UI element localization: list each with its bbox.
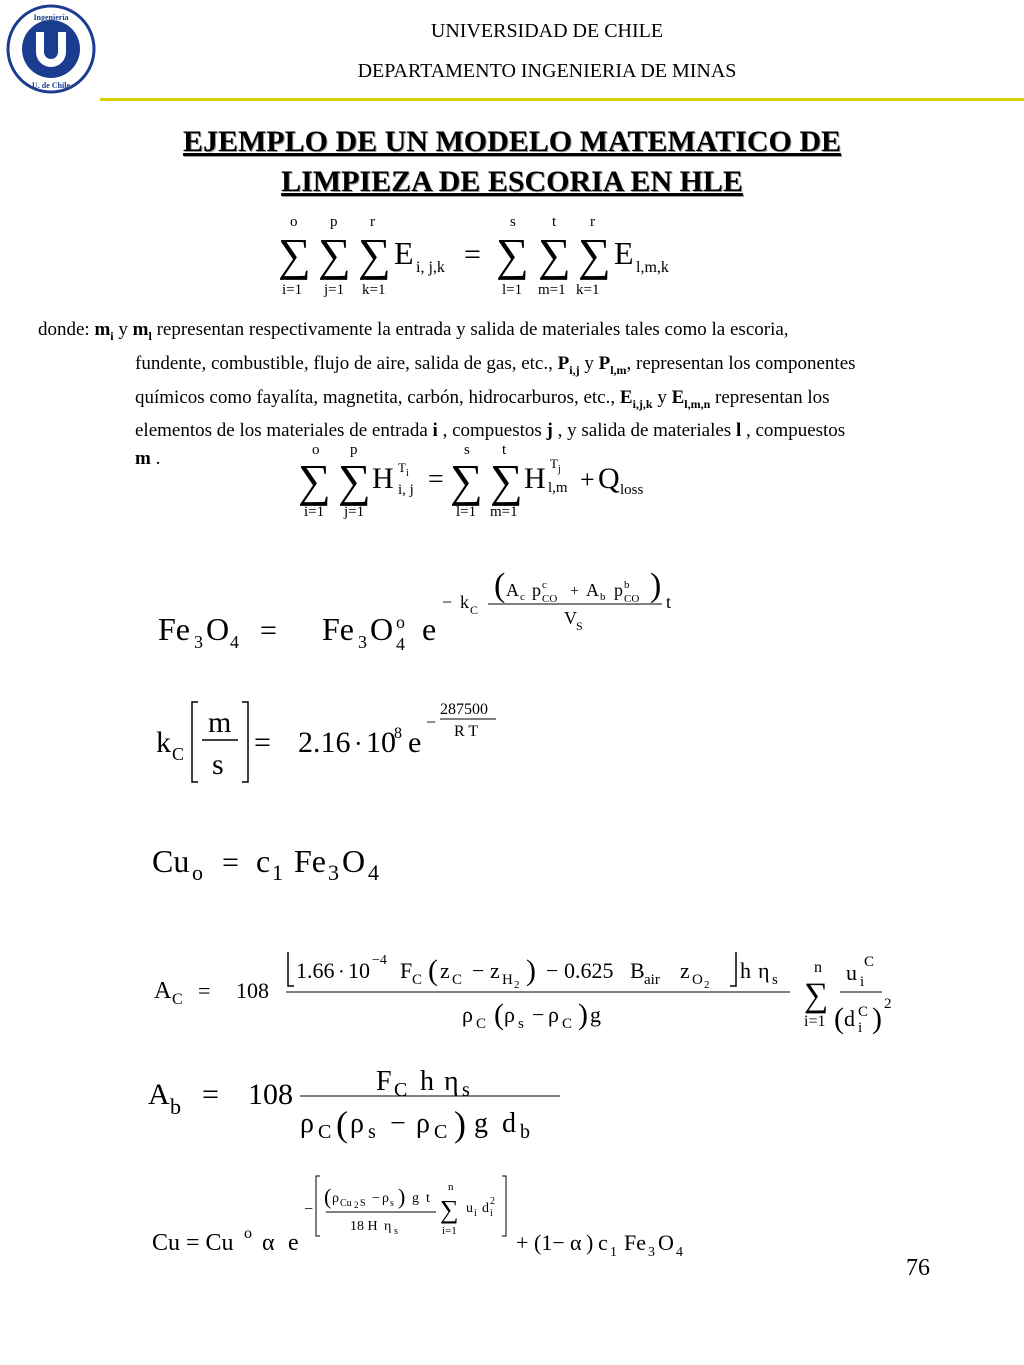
svg-text:Cu: Cu <box>152 843 190 879</box>
eq4-exponent-numerator: 287500 <box>440 701 488 718</box>
svg-text:∑: ∑ <box>278 229 311 280</box>
svg-text:s: s <box>212 748 224 781</box>
page-number: 76 <box>906 1255 930 1281</box>
description-paragraph: donde: $m_i$ y $m_l$ representan respectivamente la entrada y salida de materiales tales como la escoria, fundente, combustible, flujo de aire, salida de gas, etc., $P_{i,j}$ y $P_{l,m}$, representan los componentes químicos como fayalíta, magnetita, carbón, hidrocarburos, etc., $E_{i,j,k}$ y $E_{l,m,n}$ representan los elementos de los materiales de entrada i , compuestos j , y salida de materiales l , compuestos m . <box>38 319 856 470</box>
svg-text:z: z <box>680 958 690 983</box>
svg-text:b: b <box>520 1121 530 1143</box>
svg-text:A: A <box>586 580 599 600</box>
svg-text:η: η <box>384 1219 392 1234</box>
svg-text:108: 108 <box>248 1078 293 1111</box>
svg-text:t: t <box>552 214 557 230</box>
svg-text:): ) <box>872 1002 882 1035</box>
svg-text:∑: ∑ <box>318 229 351 280</box>
svg-text:CO: CO <box>542 593 558 605</box>
svg-text:k: k <box>460 592 469 612</box>
svg-text:C: C <box>470 603 479 617</box>
svg-text:1.66: 1.66 <box>296 958 335 983</box>
svg-text:u: u <box>846 960 857 985</box>
svg-text:=: = <box>254 726 271 759</box>
svg-text:c: c <box>542 579 547 591</box>
svg-text:S: S <box>576 619 583 633</box>
svg-text:4: 4 <box>676 1245 683 1260</box>
svg-text:s: s <box>390 1198 394 1209</box>
svg-text:O: O <box>206 611 230 647</box>
svg-text:d: d <box>482 1201 489 1216</box>
svg-text:η: η <box>758 958 770 983</box>
svg-text:C: C <box>172 744 185 764</box>
svg-text:T: T <box>398 460 406 475</box>
svg-text:ρ: ρ <box>416 1108 430 1139</box>
svg-text:i=1: i=1 <box>442 1225 457 1237</box>
svg-text:2: 2 <box>354 1200 359 1210</box>
svg-text:2: 2 <box>704 979 710 991</box>
svg-text:∑: ∑ <box>578 229 611 280</box>
svg-text:−: − <box>372 1191 380 1206</box>
svg-text:o: o <box>244 1225 252 1242</box>
svg-text:=: = <box>464 238 481 271</box>
svg-text:ρ: ρ <box>350 1108 364 1139</box>
svg-text:): ) <box>650 567 662 604</box>
svg-text:t: t <box>666 592 672 612</box>
svg-text:i: i <box>490 1208 493 1219</box>
svg-text:18 H: 18 H <box>350 1219 378 1234</box>
svg-text:g: g <box>412 1191 419 1206</box>
svg-text:=: = <box>222 846 239 879</box>
svg-text:H: H <box>524 462 546 495</box>
svg-text:l=1: l=1 <box>456 504 477 520</box>
svg-text:T: T <box>550 456 558 471</box>
svg-text:p: p <box>532 580 541 600</box>
svg-text:k: k <box>156 726 171 759</box>
svg-text:1: 1 <box>272 860 283 885</box>
svg-text:∑: ∑ <box>804 977 829 1014</box>
eq1-lhs-symbol: E <box>394 235 414 271</box>
svg-text:−: − <box>532 1002 545 1027</box>
svg-text:CO: CO <box>624 593 640 605</box>
svg-text:=: = <box>260 614 277 647</box>
svg-text:−: − <box>546 958 559 983</box>
svg-text:∑: ∑ <box>298 455 331 506</box>
svg-text:r: r <box>590 214 595 230</box>
svg-text:m=1: m=1 <box>490 504 518 520</box>
svg-text:−: − <box>472 958 485 983</box>
svg-text:+: + <box>580 465 595 494</box>
svg-text:(1−: (1− <box>534 1230 565 1255</box>
university-name: UNIVERSIDAD DE CHILE <box>430 20 664 42</box>
svg-text:l,m,k: l,m,k <box>636 259 669 276</box>
svg-text:S: S <box>360 1198 366 1209</box>
svg-text:j=1: j=1 <box>324 282 345 298</box>
svg-text:(: ( <box>324 1184 332 1209</box>
svg-text:r: r <box>370 214 375 230</box>
svg-text:u: u <box>466 1201 473 1216</box>
svg-text:ρ: ρ <box>300 1108 314 1139</box>
svg-text:g: g <box>590 1002 601 1027</box>
equation-mass-balance <box>270 212 710 302</box>
svg-text:h: h <box>740 958 751 983</box>
svg-text:−: − <box>426 712 437 732</box>
svg-text:+: + <box>516 1230 529 1255</box>
svg-text:B: B <box>630 958 645 983</box>
svg-text:8: 8 <box>394 725 402 742</box>
svg-text:α: α <box>262 1230 275 1256</box>
svg-text:∑: ∑ <box>496 229 529 280</box>
svg-text:∑: ∑ <box>490 455 523 506</box>
svg-text:O: O <box>342 843 366 879</box>
svg-text:C: C <box>172 991 183 1008</box>
svg-text:c: c <box>520 591 525 603</box>
svg-text:t: t <box>502 442 507 458</box>
svg-text:2.16: 2.16 <box>298 726 351 759</box>
svg-text:n: n <box>448 1181 454 1193</box>
svg-text:H: H <box>502 972 513 988</box>
svg-text:C: C <box>394 1079 408 1101</box>
svg-text:e: e <box>422 611 437 647</box>
svg-text:ρ: ρ <box>504 1002 515 1027</box>
svg-text:Fe: Fe <box>624 1230 646 1255</box>
svg-text:3: 3 <box>328 860 339 885</box>
svg-text:4: 4 <box>396 634 405 654</box>
svg-text:b: b <box>624 579 630 591</box>
equation-ab-coefficient <box>140 1058 580 1148</box>
department-name: DEPARTAMENTO INGENIERIA DE MINAS <box>357 60 737 82</box>
svg-text:air: air <box>644 972 660 988</box>
svg-text:ρ: ρ <box>462 1002 473 1027</box>
equation-initial-copper <box>150 838 410 888</box>
svg-text:Fe: Fe <box>294 843 326 879</box>
svg-text:o: o <box>312 442 320 458</box>
svg-text:R T: R T <box>454 723 479 740</box>
svg-text:o: o <box>396 612 405 632</box>
title-line-2: LIMPIEZA DE ESCORIA EN HLE <box>281 165 743 198</box>
svg-text:0.625: 0.625 <box>564 958 614 983</box>
svg-text:ρ: ρ <box>548 1002 559 1027</box>
svg-text:∑: ∑ <box>440 1195 459 1224</box>
svg-text:Cu: Cu <box>340 1198 352 1209</box>
svg-text:3: 3 <box>358 632 367 652</box>
svg-text:i, j: i, j <box>398 482 414 498</box>
svg-text:g: g <box>474 1108 488 1139</box>
svg-text:s: s <box>772 972 778 988</box>
svg-text:C: C <box>858 1004 869 1020</box>
svg-text:): ) <box>586 1230 594 1255</box>
svg-text:∑: ∑ <box>338 455 371 506</box>
svg-text:l,m: l,m <box>548 480 568 496</box>
svg-text:j: j <box>558 464 561 475</box>
svg-text:∑: ∑ <box>358 229 391 280</box>
svg-text:4: 4 <box>368 860 379 885</box>
svg-text:): ) <box>526 954 536 987</box>
svg-text:o: o <box>192 860 203 885</box>
svg-text:4: 4 <box>230 632 239 652</box>
svg-text:C: C <box>864 954 875 970</box>
svg-text:c: c <box>256 843 271 879</box>
svg-text:o: o <box>290 214 298 230</box>
svg-text:−: − <box>442 592 453 612</box>
svg-text:e: e <box>408 726 422 759</box>
svg-text:c: c <box>598 1230 608 1255</box>
svg-text:3: 3 <box>194 632 203 652</box>
svg-text:j=1: j=1 <box>344 504 365 520</box>
svg-text:F: F <box>376 1066 392 1097</box>
svg-text:e: e <box>288 1230 299 1256</box>
svg-text:U. de Chile: U. de Chile <box>32 81 70 90</box>
equation-magnetite-decay <box>150 560 710 670</box>
svg-text:A: A <box>506 580 519 600</box>
svg-text:s: s <box>462 1079 470 1101</box>
svg-text:m=1: m=1 <box>538 282 566 298</box>
equation-final-copper <box>150 1170 730 1270</box>
svg-text:l=1: l=1 <box>502 282 523 298</box>
svg-text:b: b <box>600 591 606 603</box>
svg-text:m: m <box>208 706 232 739</box>
svg-text:i=1: i=1 <box>304 504 325 520</box>
svg-text:s: s <box>518 1016 524 1032</box>
svg-text:+: + <box>570 583 580 600</box>
svg-text:s: s <box>510 214 516 230</box>
svg-text:d: d <box>502 1108 516 1139</box>
svg-text:(: ( <box>428 954 438 987</box>
svg-text:α: α <box>570 1230 582 1255</box>
svg-text:s: s <box>368 1121 376 1143</box>
equation-ac-coefficient <box>150 942 910 1052</box>
svg-text:z: z <box>490 958 500 983</box>
svg-text:2: 2 <box>490 1196 495 1207</box>
svg-text:108: 108 <box>236 978 269 1003</box>
svg-text:−: − <box>304 1201 314 1218</box>
svg-text:O: O <box>692 972 703 988</box>
svg-text:(: ( <box>336 1104 348 1144</box>
svg-text:k=1: k=1 <box>362 282 386 298</box>
svg-text:i, j,k: i, j,k <box>416 259 445 276</box>
svg-text:i: i <box>474 1208 477 1219</box>
svg-text:z: z <box>440 958 450 983</box>
svg-text:(: ( <box>834 1002 844 1035</box>
svg-text:V: V <box>564 608 577 628</box>
svg-text:∑: ∑ <box>450 455 483 506</box>
svg-text:−4: −4 <box>372 953 387 968</box>
svg-text:=: = <box>198 978 211 1003</box>
svg-text:(: ( <box>494 998 504 1031</box>
svg-text:i: i <box>858 1020 863 1036</box>
svg-text:h: h <box>420 1066 434 1097</box>
svg-text:A: A <box>154 978 172 1004</box>
svg-text:): ) <box>454 1104 466 1144</box>
svg-text:E: E <box>614 235 634 271</box>
svg-text:=: = <box>202 1078 219 1111</box>
svg-text:Fe: Fe <box>322 611 354 647</box>
svg-text:10: 10 <box>366 726 396 759</box>
svg-text:C: C <box>562 1016 573 1032</box>
svg-text:O: O <box>658 1230 674 1255</box>
svg-text:ρ: ρ <box>332 1191 339 1206</box>
svg-text:k=1: k=1 <box>576 282 600 298</box>
svg-text:(: ( <box>494 567 506 604</box>
svg-text:C: C <box>412 972 423 988</box>
svg-text:C: C <box>434 1121 448 1143</box>
equation-energy-balance <box>290 438 690 522</box>
svg-text:p: p <box>330 214 338 230</box>
title-line-1: EJEMPLO DE UN MODELO MATEMATICO DE <box>182 125 842 158</box>
svg-text:i: i <box>406 468 409 479</box>
svg-text:=: = <box>428 464 444 495</box>
svg-text:C: C <box>318 1121 332 1143</box>
svg-text:Q: Q <box>598 462 620 495</box>
svg-text:H: H <box>372 462 394 495</box>
svg-text:n: n <box>814 959 822 976</box>
svg-text:−: − <box>390 1108 406 1139</box>
svg-text:p: p <box>350 442 358 458</box>
svg-text:2: 2 <box>514 979 520 991</box>
svg-text:F: F <box>400 958 413 983</box>
svg-text:10: 10 <box>348 958 370 983</box>
svg-text:Fe: Fe <box>158 611 190 647</box>
equation-rate-constant <box>150 694 530 794</box>
header-rule <box>100 98 1024 101</box>
svg-text:loss: loss <box>620 482 644 498</box>
svg-text:∑: ∑ <box>538 229 571 280</box>
svg-text:): ) <box>578 998 588 1031</box>
svg-text:3: 3 <box>648 1245 655 1260</box>
svg-text:1: 1 <box>610 1245 617 1260</box>
svg-text:s: s <box>464 442 470 458</box>
svg-text:·: · <box>338 961 345 983</box>
svg-text:t: t <box>426 1191 430 1206</box>
svg-text:): ) <box>398 1184 406 1209</box>
svg-text:Ingeniería: Ingeniería <box>33 13 69 22</box>
svg-text:p: p <box>614 580 623 600</box>
svg-text:·: · <box>354 729 363 758</box>
svg-text:Cu = Cu: Cu = Cu <box>152 1230 234 1256</box>
svg-text:ρ: ρ <box>382 1191 389 1206</box>
svg-text:s: s <box>394 1226 398 1237</box>
svg-text:i=1: i=1 <box>282 282 303 298</box>
svg-text:i: i <box>860 974 865 990</box>
svg-text:b: b <box>170 1094 181 1119</box>
svg-text:η: η <box>444 1066 459 1097</box>
svg-text:2: 2 <box>884 996 892 1012</box>
svg-text:C: C <box>476 1016 487 1032</box>
svg-text:O: O <box>370 611 394 647</box>
svg-text:C: C <box>452 972 463 988</box>
svg-text:i=1: i=1 <box>804 1013 826 1030</box>
svg-text:A: A <box>148 1078 170 1111</box>
svg-text:d: d <box>844 1006 855 1031</box>
